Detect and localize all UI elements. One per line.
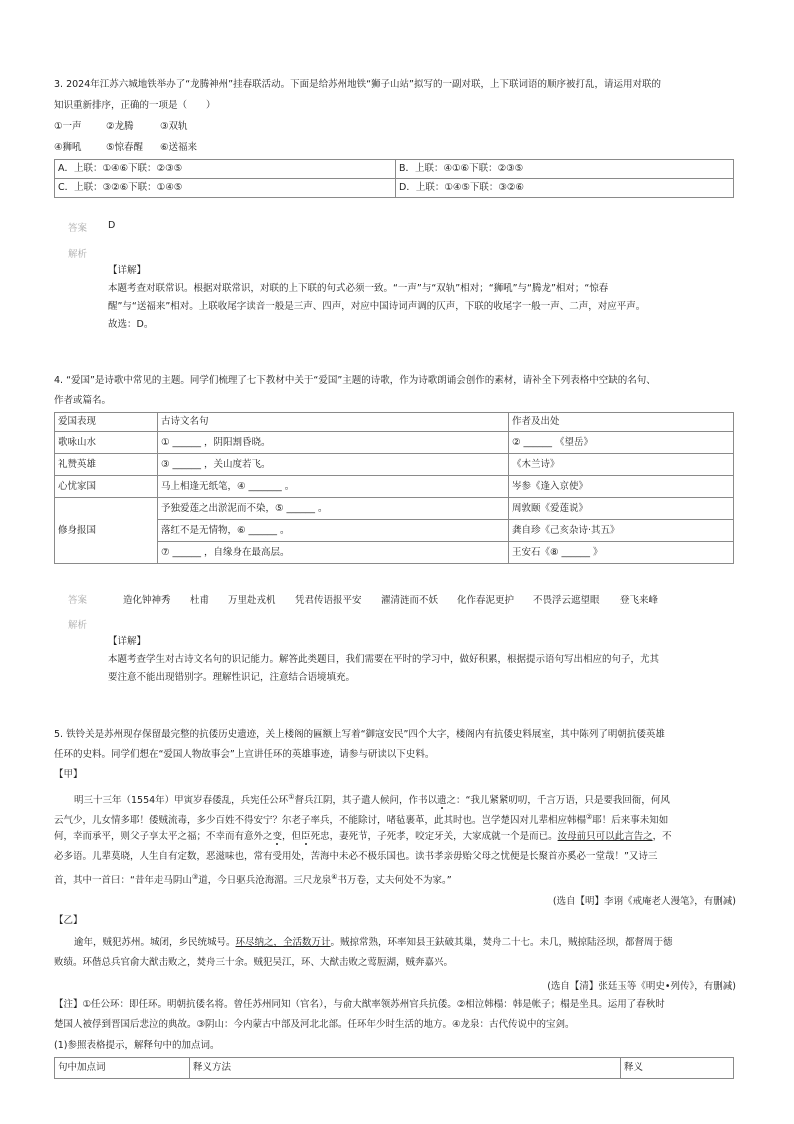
q3-detail-line3: 故选：D。 xyxy=(108,319,154,330)
table-row xyxy=(55,432,734,454)
q3-detail-line1: 本题考查对联常识。根据对联常识，对联的上下联的句式必须一致。“一声”与“双轨”相对；“狮吼”与“腾龙”相对；“惊春 xyxy=(108,283,609,294)
text-segment: 耶！后来事未知如 xyxy=(592,815,669,827)
q5-note-line2: 楚国人被俘到晋国后悲泣的典故。③阴山：今内蒙古中部及河北北部。任环年少时生活的地方。④龙泉：古代传说中的宝剑。 xyxy=(54,1019,575,1030)
q4-stem-line2: 作者或篇名。 xyxy=(54,395,112,406)
q3-answer-value: D xyxy=(108,220,116,231)
q3-analysis-label: 解析 xyxy=(68,249,88,260)
footnote-marker: ① xyxy=(288,793,295,801)
table-cell: 《木兰诗》 xyxy=(509,454,734,476)
table-cell: ③ ______ ，关山度若飞。 xyxy=(158,454,509,476)
dotted-word: 遗 xyxy=(436,795,447,807)
q5-yi-label: 【乙】 xyxy=(54,915,83,926)
table-cell: 予独爱莲之出淤泥而不染，⑤ ______ 。 xyxy=(158,498,509,520)
footnote-marker: ④ xyxy=(331,873,338,881)
header-cell: 释义方法 xyxy=(190,1058,621,1079)
option-b[interactable]: B．上联：④①⑥下联：②③⑤ xyxy=(396,160,734,179)
text-segment: 书万卷，丈夫何处不为家。” xyxy=(337,875,452,887)
q4-table xyxy=(54,412,734,564)
table-cell: 礼赞英雄 xyxy=(55,454,158,476)
dotted-word: 臣 xyxy=(301,831,311,842)
text-segment: 何，幸而承平，则父子享太平之福；不幸而有意外之 xyxy=(54,831,273,842)
q4-detail-title: 【详解】 xyxy=(108,636,147,647)
q3-answer-label: 答案 xyxy=(68,223,88,234)
answer-item: 不畏浮云遮望眼 xyxy=(533,595,600,606)
text-segment: 督兵江阴，其子遣人候问，作书以 xyxy=(294,795,437,807)
table-header-row xyxy=(55,1058,734,1079)
text-segment: 首，其中一首曰：“昔年走马阴山 xyxy=(54,875,192,887)
q3-words-row2 xyxy=(54,141,197,155)
q5-yi-line2: 败绩。环偕总兵官俞大猷击败之，焚舟三十余。贼犯吴江，环、大猷击败之莺脰湖，贼奔嘉兴。 xyxy=(54,957,454,968)
table-cell: 心忧家国 xyxy=(55,476,158,498)
q5-jia-line3 xyxy=(54,830,672,844)
underlined-sentence: 汝母前只可以此言告之 xyxy=(557,831,653,842)
header-cell: 古诗文名句 xyxy=(158,413,509,432)
table-cell: 修身报国 xyxy=(55,498,158,564)
table-cell: 歌咏山水 xyxy=(55,432,158,454)
table-cell: 周敦颐《爱莲说》 xyxy=(509,498,734,520)
word-3: ③双轨 xyxy=(160,121,188,132)
answer-item: 万里赴戎机 xyxy=(228,595,276,606)
footnote-marker: ③ xyxy=(191,873,199,881)
table-cell: ① ______ ，阴阳割昏晓。 xyxy=(158,432,509,454)
q5-jia-line4: 必多语。儿辈莫晓，人生自有定数，恶滋味也，常有受用处，苦海中未必不极乐国也。读书孝亲毋贻父母之忧便是长聚首亦奚必一堂哉！”又诗三 xyxy=(54,851,658,862)
q5-note-line1: 【注】①任公环：即任环。明朝抗倭名将。曾任苏州同知（官名），与俞大猷率领苏州官兵抗倭。②相泣韩榻：韩是帐子；榻是坐具。运用了春秋时 xyxy=(54,999,665,1010)
q4-answer-label: 答案 xyxy=(68,595,88,606)
q5-stem-line2: 任环的史料。同学们想在“爱国人物故事会”上宣讲任环的英雄事迹，请参与研读以下史料。 xyxy=(54,749,435,760)
table-cell: 岑参《逢入京使》 xyxy=(509,476,734,498)
dotted-word: 变 xyxy=(272,831,283,842)
text-segment: 死忠，妻死节，子死孝，咬定牙关，大家成就一个是而已。 xyxy=(310,831,558,842)
q4-detail-line1: 本题考查学生对古诗文名句的识记能力。解答此类题目，我们需要在平时的学习中，做好积累，根据提示语句写出相应的句子，尤其 xyxy=(108,654,660,665)
table-cell: 龚自珍《己亥杂诗·其五》 xyxy=(509,520,734,542)
q3-stem-line2: 知识重新排序，正确的一项是（ ） xyxy=(54,100,216,111)
answer-item: 凭君传语报平安 xyxy=(295,595,362,606)
word-4: ④狮吼 xyxy=(54,142,82,153)
table-cell: ② ______ 《望岳》 xyxy=(509,432,734,454)
q5-subquestion-1: (1)参照表格提示，解释句中的加点词。 xyxy=(54,1040,220,1051)
text-segment: 云气少，儿女情多耶！倭贼流毒，多少百姓不得安宁？尔老子率兵，不能除讨，啫毡裹革，此其时也。岂学楚囚对儿辈相应韩榻 xyxy=(54,815,587,827)
word-2: ②龙腾 xyxy=(106,121,134,132)
answer-item: 濯清涟而不妖 xyxy=(381,595,439,606)
option-c[interactable]: C．上联：③②⑥下联：①④⑤ xyxy=(55,179,396,198)
header-cell: 爱国表现 xyxy=(55,413,158,432)
table-cell: 马上相逢无纸笔，④ _______ 。 xyxy=(158,476,509,498)
q5-jia-line5 xyxy=(54,870,452,888)
text-segment: 。贼掠常熟，环率知县王鈇破其巢，焚舟二十七。未几，贼掠陆泾坝，都督周于德 xyxy=(330,937,673,948)
header-cell: 释义 xyxy=(621,1058,734,1079)
q3-stem-line1: 3. 2024年江苏六城地铁举办了“龙腾神州”挂春联活动。下面是给苏州地铁“狮子山站”拟写的一副对联，上下联词语的顺序被打乱，请运用对联的 xyxy=(54,79,661,90)
text-segment: ，但 xyxy=(282,831,302,842)
table-cell: 王安石《⑧ ______ 》 xyxy=(509,542,734,564)
footnote-marker: ② xyxy=(586,813,593,821)
answer-item: 造化钟神秀 xyxy=(123,595,171,606)
table-row xyxy=(55,476,734,498)
text-segment: 道，今日驱兵沧海湄。三尺龙泉 xyxy=(198,875,332,887)
q5-stem-line1: 5. 铁铃关是苏州现存保留最完整的抗倭历史遗迹，关上楼阁的匾额上写着“御寇安民”四个大字，楼阁内有抗倭史料展室，其中陈列了明朝抗倭英雄 xyxy=(54,729,665,740)
q4-answers xyxy=(123,592,658,606)
answer-item: 登飞来峰 xyxy=(620,595,659,606)
q5-jia-line1 xyxy=(74,790,670,808)
q5-jia-source: (选自【明】李诩《戒庵老人漫笔》，有删减) xyxy=(552,896,736,907)
word-6: ⑥送福来 xyxy=(160,142,198,153)
header-cell: 句中加点词 xyxy=(55,1058,190,1079)
option-d[interactable]: D．上联：①④⑤下联：③②⑥ xyxy=(396,179,734,198)
text-segment: 明三十三年（1554年）甲寅岁春倭乱，兵宪任公环 xyxy=(74,795,289,807)
word-1: ①一声 xyxy=(54,121,82,132)
q3-detail-title: 【详解】 xyxy=(108,265,147,276)
answer-item: 化作春泥更护 xyxy=(457,595,515,606)
header-cell: 作者及出处 xyxy=(509,413,734,432)
q4-detail-line2: 要注意不能出现错别字。理解性识记，注意结合语境填充。 xyxy=(108,672,356,683)
table-row xyxy=(55,454,734,476)
option-a[interactable]: A．上联：①④⑥下联：②③⑤ xyxy=(55,160,396,179)
underlined-sentence: 环尽纳之，全活数万计 xyxy=(235,937,331,948)
table-cell: 落红不是无情物，⑥ ______ 。 xyxy=(158,520,509,542)
text-segment: 之：“我儿紧紧叨叨，千言万语，只是要我回衙，何风 xyxy=(446,795,670,807)
q4-stem-line1: 4. “爱国”是诗歌中常见的主题。同学们梳理了七下教材中关于“爱国”主题的诗歌，作为诗歌朗诵会创作的素材，请补全下列表格中空缺的名句、 xyxy=(54,375,656,386)
text-segment: 逾年，贼犯苏州。城闭，乡民统城号。 xyxy=(74,937,236,948)
table-header-row xyxy=(55,413,734,432)
q5-jia-label: 【甲】 xyxy=(54,769,83,780)
table-cell: ⑦ ______ ，自缘身在最高层。 xyxy=(158,542,509,564)
q3-detail-line2: 醒”与“送福来”相对。上联收尾字读音一般是三声、四声，对应中国诗词声调的仄声，下联的收尾字一般一声、二声，对应平声。 xyxy=(108,301,646,312)
text-segment: ，不 xyxy=(652,831,672,842)
q5-yi-line1 xyxy=(74,936,673,950)
q5-yi-source: (选自【清】张廷玉等《明史•列传》，有删减) xyxy=(547,981,736,992)
q5-jia-line2 xyxy=(54,810,668,828)
table-row xyxy=(55,498,734,520)
answer-item: 杜甫 xyxy=(190,595,210,606)
q5-answer-table xyxy=(54,1057,734,1079)
q4-analysis-label: 解析 xyxy=(68,620,88,631)
q3-words-row1 xyxy=(54,120,188,134)
word-5: ⑤惊春醒 xyxy=(106,142,144,153)
q3-options-table xyxy=(54,159,734,198)
